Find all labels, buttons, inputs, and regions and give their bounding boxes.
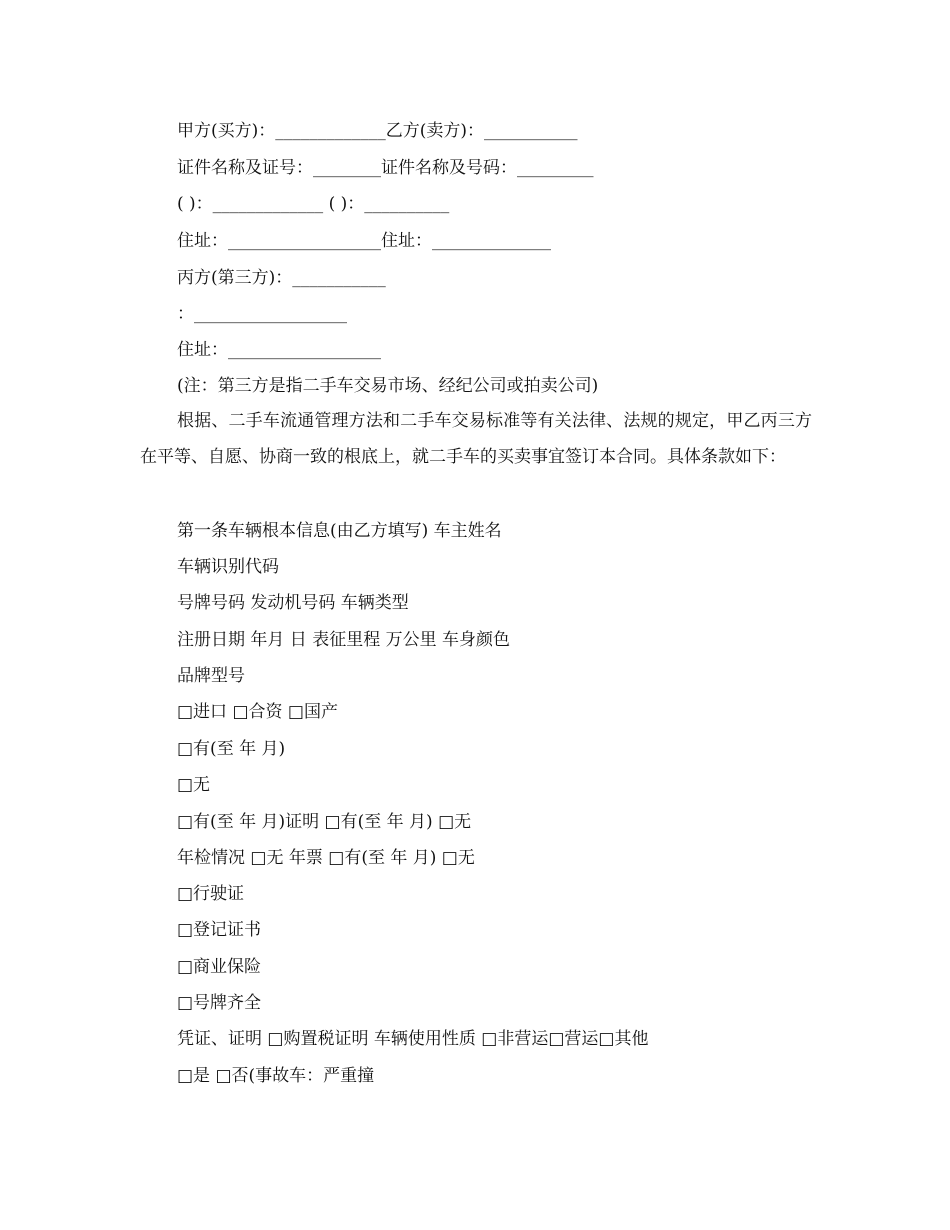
third-party-line: 丙方(第三方)：___________	[177, 268, 386, 288]
vin-line: 车辆识别代码	[177, 557, 279, 577]
plates-complete-line: □号牌齐全	[177, 993, 262, 1013]
intro-paragraph: 根据、二手车流通管理方法和二手车交易标准等有关法律、法规的规定，甲乙丙三方在平等、自愿、协商一致的根底上，就二手车的买卖事宜签订本合同。具体条款如下：	[140, 411, 812, 467]
third-party-phone-line: ：__________________	[177, 304, 347, 324]
none-line: □无	[177, 775, 211, 795]
vouchers-usage-line: 凭证、证明 □购置税证明 车辆使用性质 □非营运□营运□其他	[177, 1029, 649, 1049]
driving-license-line: □行驶证	[177, 884, 245, 904]
phone-line: ( )：_____________ ( )：__________	[177, 194, 450, 214]
id-document-line: 证件名称及证号：________证件名称及号码：_________	[177, 158, 594, 178]
has-until-line: □有(至 年 月)	[177, 739, 286, 759]
registration-line: 注册日期 年月 日 表征里程 万公里 车身颜色	[177, 630, 511, 650]
buyer-seller-line: 甲方(买方)：_____________乙方(卖方)：___________	[177, 121, 578, 141]
commercial-insurance-line: □商业保险	[177, 957, 262, 977]
inspection-line: 年检情况 □无 年票 □有(至 年 月) □无	[177, 848, 475, 868]
third-party-note: (注：第三方是指二手车交易市场、经纪公司或拍卖公司)	[177, 376, 599, 396]
accident-line: □是 □否(事故车：严重撞	[177, 1066, 375, 1086]
brand-model-line: 品牌型号	[177, 666, 245, 686]
plate-engine-line: 号牌号码 发动机号码 车辆类型	[177, 593, 409, 613]
article1-heading: 第一条车辆根本信息(由乙方填写) 车主姓名	[177, 521, 502, 541]
certificate-line: □有(至 年 月)证明 □有(至 年 月) □无	[177, 812, 472, 832]
third-party-address-line: 住址：__________________	[177, 340, 381, 360]
address-line: 住址：__________________住址：______________	[177, 231, 551, 251]
origin-options: □进口 □合资 □国产	[177, 702, 338, 722]
registration-certificate-line: □登记证书	[177, 920, 262, 940]
